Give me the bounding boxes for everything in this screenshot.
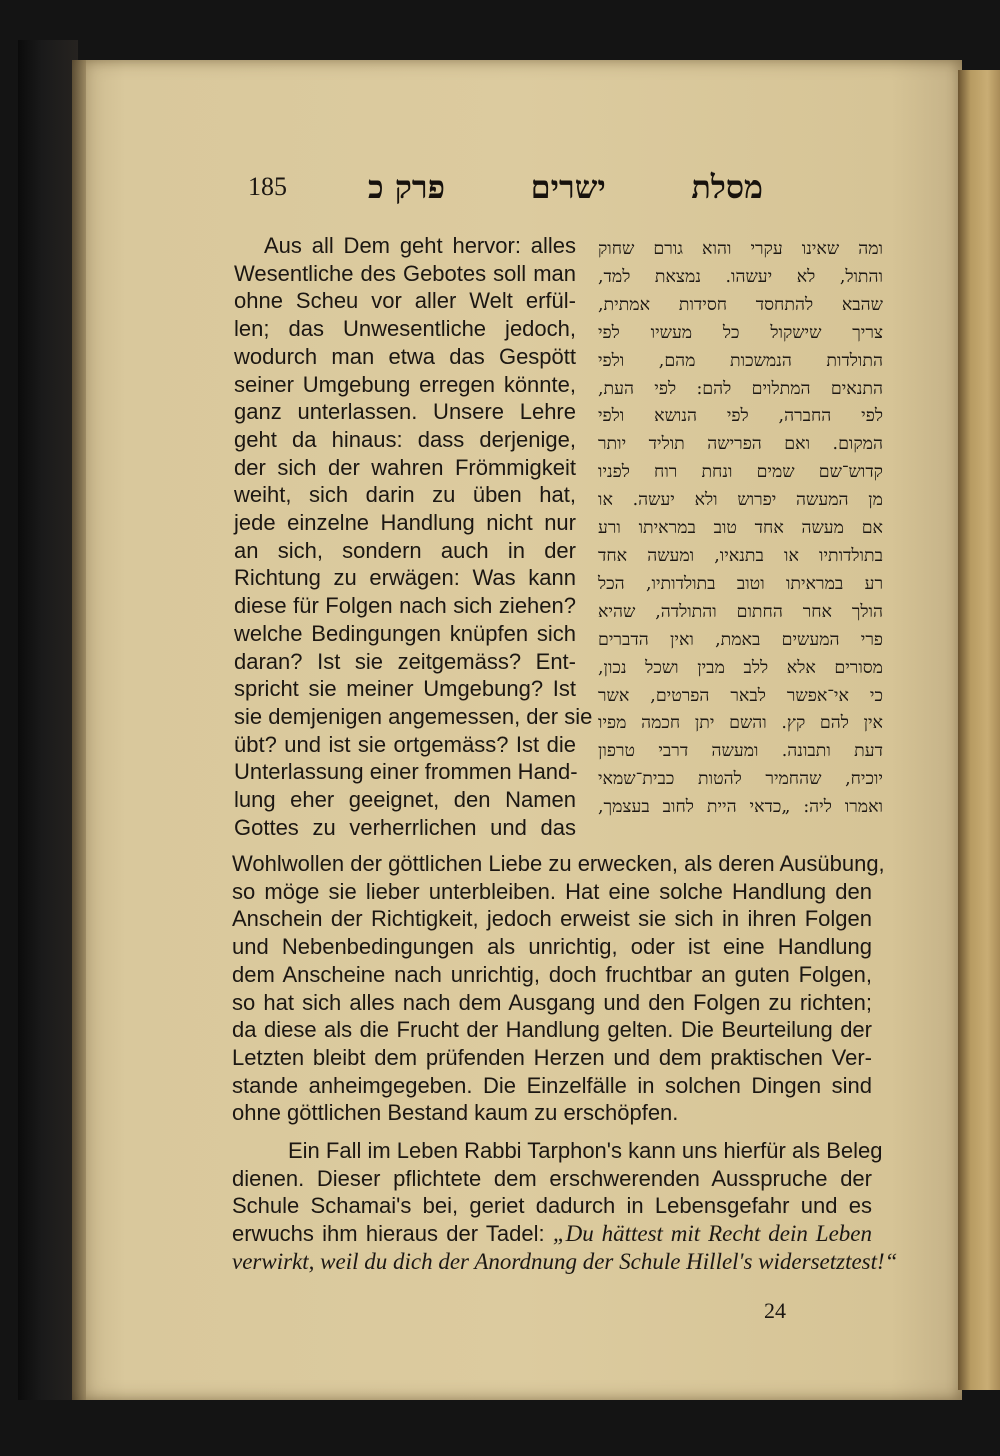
hebrew-line: צריך שישקול כל מעשיו לפי	[598, 322, 883, 343]
german-line: wodurch man etwa das Gespött	[234, 343, 576, 369]
german-line: Wesentliche des Gebotes soll man	[234, 260, 576, 286]
german-line: Anschein der Richtigkeit, jedoch erweist sie sich in ihren Folgen	[232, 906, 872, 932]
german-line: Unterlassung einer frommen Hand-	[234, 759, 578, 785]
hebrew-line: רע במראיתו וטוב בתולדותיו, הכל	[598, 573, 883, 594]
german-line: jede einzelne Handlung nicht nur	[234, 510, 576, 536]
german-quote-line: verwirkt, weil du dich der Anordnung der Schule Hillel's widersetztest!“	[232, 1248, 898, 1274]
german-line: Schule Schamai's bei, geriet dadurch in Lebensgefahr und es	[232, 1193, 872, 1219]
german-line: diese für Folgen nach sich ziehen?	[234, 593, 576, 619]
facing-page-edge	[958, 70, 1000, 1390]
german-line: ohne göttlichen Bestand kaum zu erschöpfen.	[232, 1100, 679, 1126]
german-line: Gottes zu verherrlichen und das	[234, 814, 576, 840]
hebrew-line: מן המעשה יפרוש ולא יעשה. או	[598, 490, 883, 511]
hebrew-text-column	[598, 236, 883, 822]
german-line: der sich der wahren Frömmigkeit	[234, 454, 576, 480]
german-line: welche Bedingungen knüpfen sich	[234, 620, 576, 646]
hebrew-line: אם מעשה אחד טוב במראיתו ורע	[598, 518, 883, 539]
german-line: Wohlwollen der göttlichen Liebe zu erwecken, als deren Ausübung,	[232, 851, 885, 876]
hebrew-line: בתולדותיו או בתנאיו, ומעשה אחד	[598, 545, 883, 566]
german-line: weiht, sich darin zu üben hat,	[234, 482, 576, 508]
hebrew-line: שהבא להתחסד חסידות אמתית,	[598, 294, 883, 315]
german-line: stande anheimgegeben. Die Einzelfälle in solchen Dingen sind	[232, 1072, 872, 1098]
german-line: spricht sie meiner Umgebung? Ist	[234, 676, 576, 702]
hebrew-line: לפי החברה, לפי הנושא ולפי	[598, 406, 883, 427]
hebrew-line: ואמרו ליה: „כדאי היית לחוב בעצמך,	[598, 797, 883, 818]
header-title-word-2: ישרים	[530, 168, 606, 206]
german-line: dem Anscheine nach unrichtig, doch fruchtbar an guten Folgen,	[232, 961, 872, 987]
german-line: sie demjenigen angemessen, der sie	[234, 703, 593, 729]
german-line: und Nebenbedingungen als unrichtig, oder ist eine Handlung	[232, 934, 872, 960]
german-line: so möge sie lieber unterbleiben. Hat eine solche Handlung den	[232, 878, 872, 904]
german-line: daran? Ist sie zeitgemäss? Ent-	[234, 648, 576, 674]
hebrew-line: והתול, לא יעשהו. נמצאת למד,	[598, 266, 883, 287]
hebrew-line: אין להם קץ. והשם יתן חכמה מפיו	[598, 713, 883, 734]
hebrew-line: פרי המעשים באמת, ואין הדברים	[598, 629, 883, 650]
book-cover-edge	[18, 40, 78, 1400]
german-line: Letzten bleibt dem prüfenden Herzen und dem praktischen Ver-	[232, 1044, 872, 1070]
german-text-column	[234, 232, 593, 841]
german-line: lung eher geeignet, den Namen	[234, 787, 576, 813]
hebrew-line: המקום. ואם הפרישה תוליד יותר	[598, 434, 883, 455]
german-text-full-width	[232, 850, 898, 1276]
german-line: da diese als die Frucht der Handlung gelten. Die Beurteilung der	[232, 1017, 872, 1043]
running-header	[368, 168, 763, 206]
header-chapter: פרק כ	[368, 168, 446, 206]
german-line: dienen. Dieser pflichtete dem erschwerenden Ausspruche der	[232, 1165, 872, 1191]
hebrew-line: התולדות הנמשכות מהם, ולפי	[598, 350, 883, 371]
hebrew-line: דעת ותבונה. ומעשה דרבי טרפון	[598, 741, 883, 762]
german-line: seiner Umgebung erregen könnte,	[234, 371, 576, 397]
german-line: geht da hinaus: dass derjenige,	[234, 426, 576, 452]
german-quote-line	[232, 1220, 872, 1248]
german-line: Ein Fall im Leben Rabbi Tarphon's kann uns hierfür als Beleg	[288, 1138, 883, 1164]
hebrew-line: יוכיח, שהחמיר להטות כבית־שמאי	[598, 769, 883, 790]
quote-italic-text: „Du hättest mit Recht dein Leben	[552, 1221, 872, 1247]
hebrew-line: כי אי־אפשר לבאר הפרטים, אשר	[598, 685, 883, 706]
german-line: Aus all Dem geht hervor: alles	[264, 233, 576, 258]
quote-lead-text: erwuchs ihm hieraus der Tadel:	[232, 1221, 553, 1247]
german-line: übt? und ist sie ortgemäss? Ist die	[234, 731, 576, 757]
german-line: so hat sich alles nach dem Ausgang und den Folgen zu richten;	[232, 989, 872, 1015]
header-title-word-1: מסלת	[691, 168, 763, 206]
page-number: 185	[248, 172, 287, 201]
hebrew-line: התנאים המתלוים להם: לפי העת,	[598, 378, 883, 399]
page-gutter-shadow	[72, 60, 86, 1400]
hebrew-line: הולך אחר החתום והתולדה, שהיא	[598, 601, 883, 622]
german-line: an sich, sondern auch in der	[234, 537, 576, 563]
hebrew-line: מסורים אלא ללב מבין ושכל נכון,	[598, 657, 883, 678]
german-line: len; das Unwesentliche jedoch,	[234, 316, 576, 342]
hebrew-line: ומה שאינו עקרי והוא גורם שחוק	[598, 239, 883, 259]
german-line: ganz unterlassen. Unsere Lehre	[234, 399, 576, 425]
german-line: ohne Scheu vor aller Welt erfül-	[234, 288, 576, 314]
german-line: Richtung zu erwägen: Was kann	[234, 565, 576, 591]
printer-signature-mark: 24	[764, 1298, 786, 1323]
hebrew-line: קדוש־שם שמים ונחת רוח לפניו	[598, 462, 883, 483]
paragraph-gap	[232, 1127, 872, 1137]
